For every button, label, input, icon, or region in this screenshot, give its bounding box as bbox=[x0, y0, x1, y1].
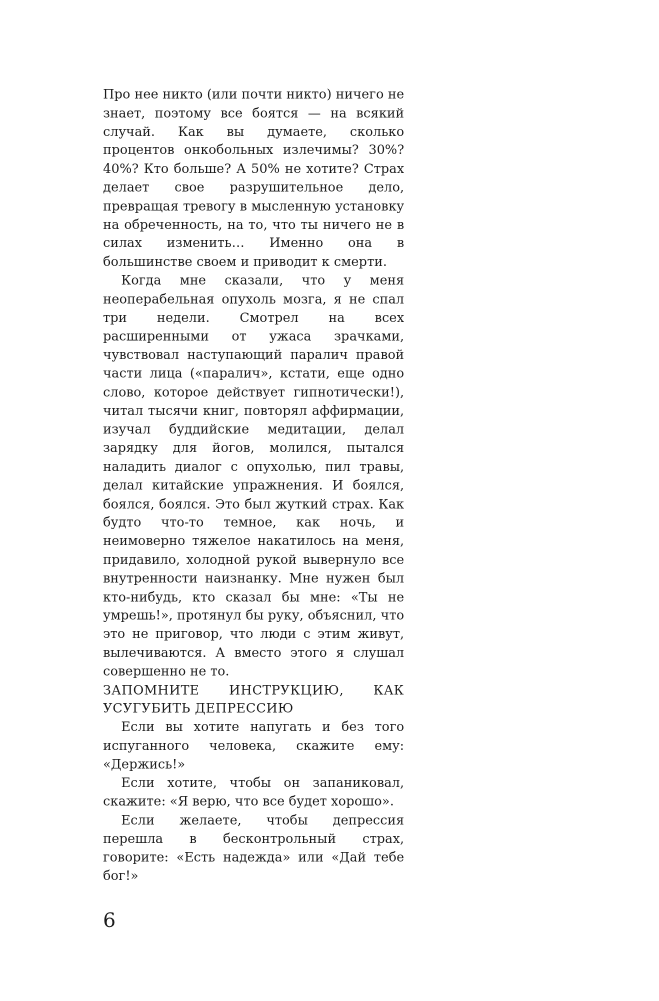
instruction-3: Если желаете, чтобы депрессия перешла в бесконтрольный страх, говорите: «Есть надежда» или «Дай тебе бог!» bbox=[103, 812, 405, 884]
paragraph-1: Про нее никто (или почти никто) ничего не знает, поэтому все боятся — на всякий случай. Как вы думаете, сколько процентов онкобольных излечимы? 30%? 40%? Кто больше? А 50% не хотите? Страх делает свое разрушительное дело, превращая тревогу в мысленную установку на обреченность, на то, что ты ничего не в силах изменить… Именно она в большинстве своем и приводит к смерти. bbox=[103, 86, 405, 270]
paragraph-2: Когда мне сказали, что у меня неоперабельная опухоль мозга, я не спал три недели. Смотрел на всех расширенными от ужаса зрачками, чувствовал наступающий паралич правой части лица («паралич», кстати, еще одно слово, которое действует гипнотически!), читал тысячи книг, повторял аффирмации, изучал буддийские медитации, делал зарядку для йогов, молился, пытался наладить диалог с опухолью, пил травы, делал китайские упражнения. И боялся, боялся, боялся. Это был жуткий страх. Как будто что-то темное, как ночь, и неимоверно тяжелое накатилось на меня, придавило, холодной рукой вывернуло все внутренности наизнанку. Мне нужен был кто-нибудь, кто сказал бы мне: «Ты не умрешь!», протянул бы руку, объяснил, что это не приговор, что люди с этим живут, вылечиваются. А вместо этого я слушал совершенно не то. bbox=[103, 272, 405, 679]
instruction-2: Если хотите, чтобы он запаниковал, скажите: «Я верю, что все будет хорошо». bbox=[103, 774, 405, 809]
instruction-1: Если вы хотите напугать и без того испуганного человека, скажите ему: «Держись!» bbox=[103, 718, 405, 772]
page-body bbox=[103, 85, 404, 885]
page-number: 6 bbox=[103, 908, 116, 932]
section-heading: ЗАПОМНИТЕ ИНСТРУКЦИЮ, КАК УСУГУБИТЬ ДЕПРЕССИЮ bbox=[103, 681, 405, 716]
